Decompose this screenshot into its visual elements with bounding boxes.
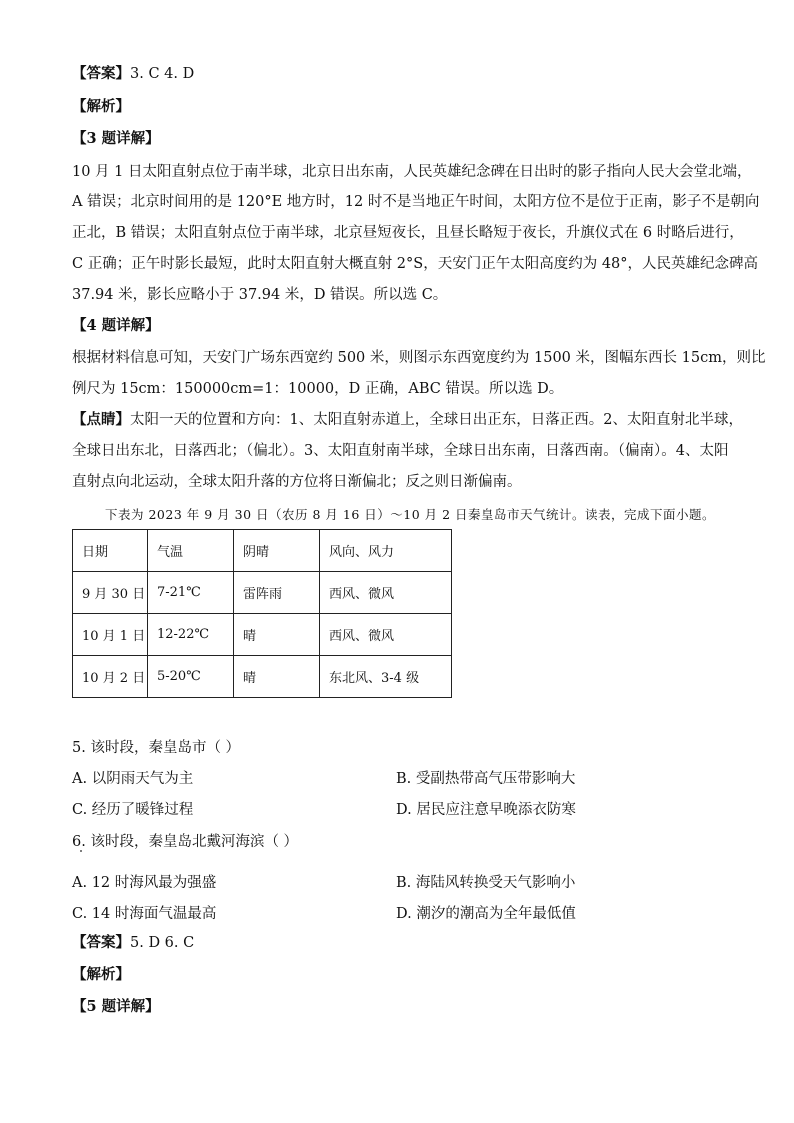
header-temp: 气温 [148,530,234,572]
q5-option-a: A. 以阴雨天气为主 [72,771,194,787]
cell-wind: 西风、微风 [320,572,452,614]
answer-text: 5. D 6. C [130,935,195,951]
cell-wind: 东北风、3-4 级 [320,656,452,698]
q3-detail-heading: 【3 题详解】 [72,130,160,147]
cell-temp: 5-20℃ [148,656,234,698]
tip-line-3: 直射点向北运动，全球太阳升落的方位将日渐偏北；反之则日渐偏南。 [72,474,522,490]
cell-sky: 晴 [234,614,320,656]
table-header-row [73,530,452,572]
q3-line-1: 10 月 1 日太阳直射点位于南半球，北京日出东南，人民英雄纪念碑在日出时的影子指向人民大会堂北端， [72,164,752,180]
answer-line-2 [72,933,194,953]
stray-dot [80,850,82,852]
q4-line-2: 例尺为 15cm：150000cm=1：10000，D 正确，ABC 错误。所以选 D。 [72,381,564,397]
q4-line-1: 根据材料信息可知，天安门广场东西宽约 500 米，则图示东西宽度约为 1500 米，图幅东西长 15cm，则比 [72,350,766,366]
q3-line-3: 正北，B 错误；太阳直射点位于南半球，北京昼短夜长，且昼长略短于夜长，升旗仪式在 6 时略后进行， [72,225,744,241]
tip-line-2: 全球日出东北，日落西北；（偏北）。3、太阳直射南半球，全球日出东南，日落西南。（偏南）。4、太阳 [72,443,729,459]
q6-option-b: B. 海陆风转换受天气影响小 [396,875,576,891]
answer-tag: 【答案】 [72,65,130,82]
analysis-heading-2: 【解析】 [72,966,130,983]
cell-temp: 7-21℃ [148,572,234,614]
weather-table [72,529,452,698]
cell-sky: 雷阵雨 [234,572,320,614]
cell-date: 10 月 2 日 [73,656,148,698]
q5-option-c: C. 经历了暖锋过程 [72,802,194,818]
q5-stem: 5. 该时段，秦皇岛市（ ） [72,740,241,756]
q5-option-d: D. 居民应注意早晚添衣防寒 [396,802,576,818]
q5-option-b: B. 受副热带高气压带影响大 [396,771,576,787]
header-wind: 风向、风力 [320,530,452,572]
table-row [73,614,452,656]
q6-option-c: C. 14 时海面气温最高 [72,906,217,922]
table-row [73,572,452,614]
answer-tag: 【答案】 [72,934,130,951]
tip-line-1: 【点睛】太阳一天的位置和方向：1、太阳直射赤道上，全球日出正东，日落正西。2、太阳直射北半球， [72,411,743,428]
q3-line-2: A 错误；北京时间用的是 120°E 地方时，12 时不是当地正午时间，太阳方位不是位于正南，影子不是朝向 [72,194,760,210]
q6-option-d: D. 潮汐的潮高为全年最低值 [396,906,576,922]
tip-tag: 【点睛】 [72,411,130,428]
q5-detail-heading: 【5 题详解】 [72,998,160,1015]
header-sky: 阴晴 [234,530,320,572]
analysis-heading-1: 【解析】 [72,98,130,115]
cell-temp: 12-22℃ [148,614,234,656]
table-intro: 下表为 2023 年 9 月 30 日（农历 8 月 16 日）～10 月 2 日秦皇岛市天气统计。读表，完成下面小题。 [105,507,716,522]
answer-line-1 [72,64,194,84]
cell-wind: 西风、微风 [320,614,452,656]
q6-stem: 6. 该时段，秦皇岛北戴河海滨（ ） [72,834,299,850]
cell-sky: 晴 [234,656,320,698]
answer-text: 3. C 4. D [130,66,195,82]
header-date: 日期 [73,530,148,572]
q3-line-4: C 正确；正午时影长最短，此时太阳直射大概直射 2°S，天安门正午太阳高度约为 48°，人民英雄纪念碑高 [72,256,759,272]
q6-option-a: A. 12 时海风最为强盛 [72,875,217,891]
q3-line-5: 37.94 米，影长应略小于 37.94 米，D 错误。所以选 C。 [72,287,448,303]
table-row [73,656,452,698]
cell-date: 9 月 30 日 [73,572,148,614]
q4-detail-heading: 【4 题详解】 [72,317,160,334]
cell-date: 10 月 1 日 [73,614,148,656]
